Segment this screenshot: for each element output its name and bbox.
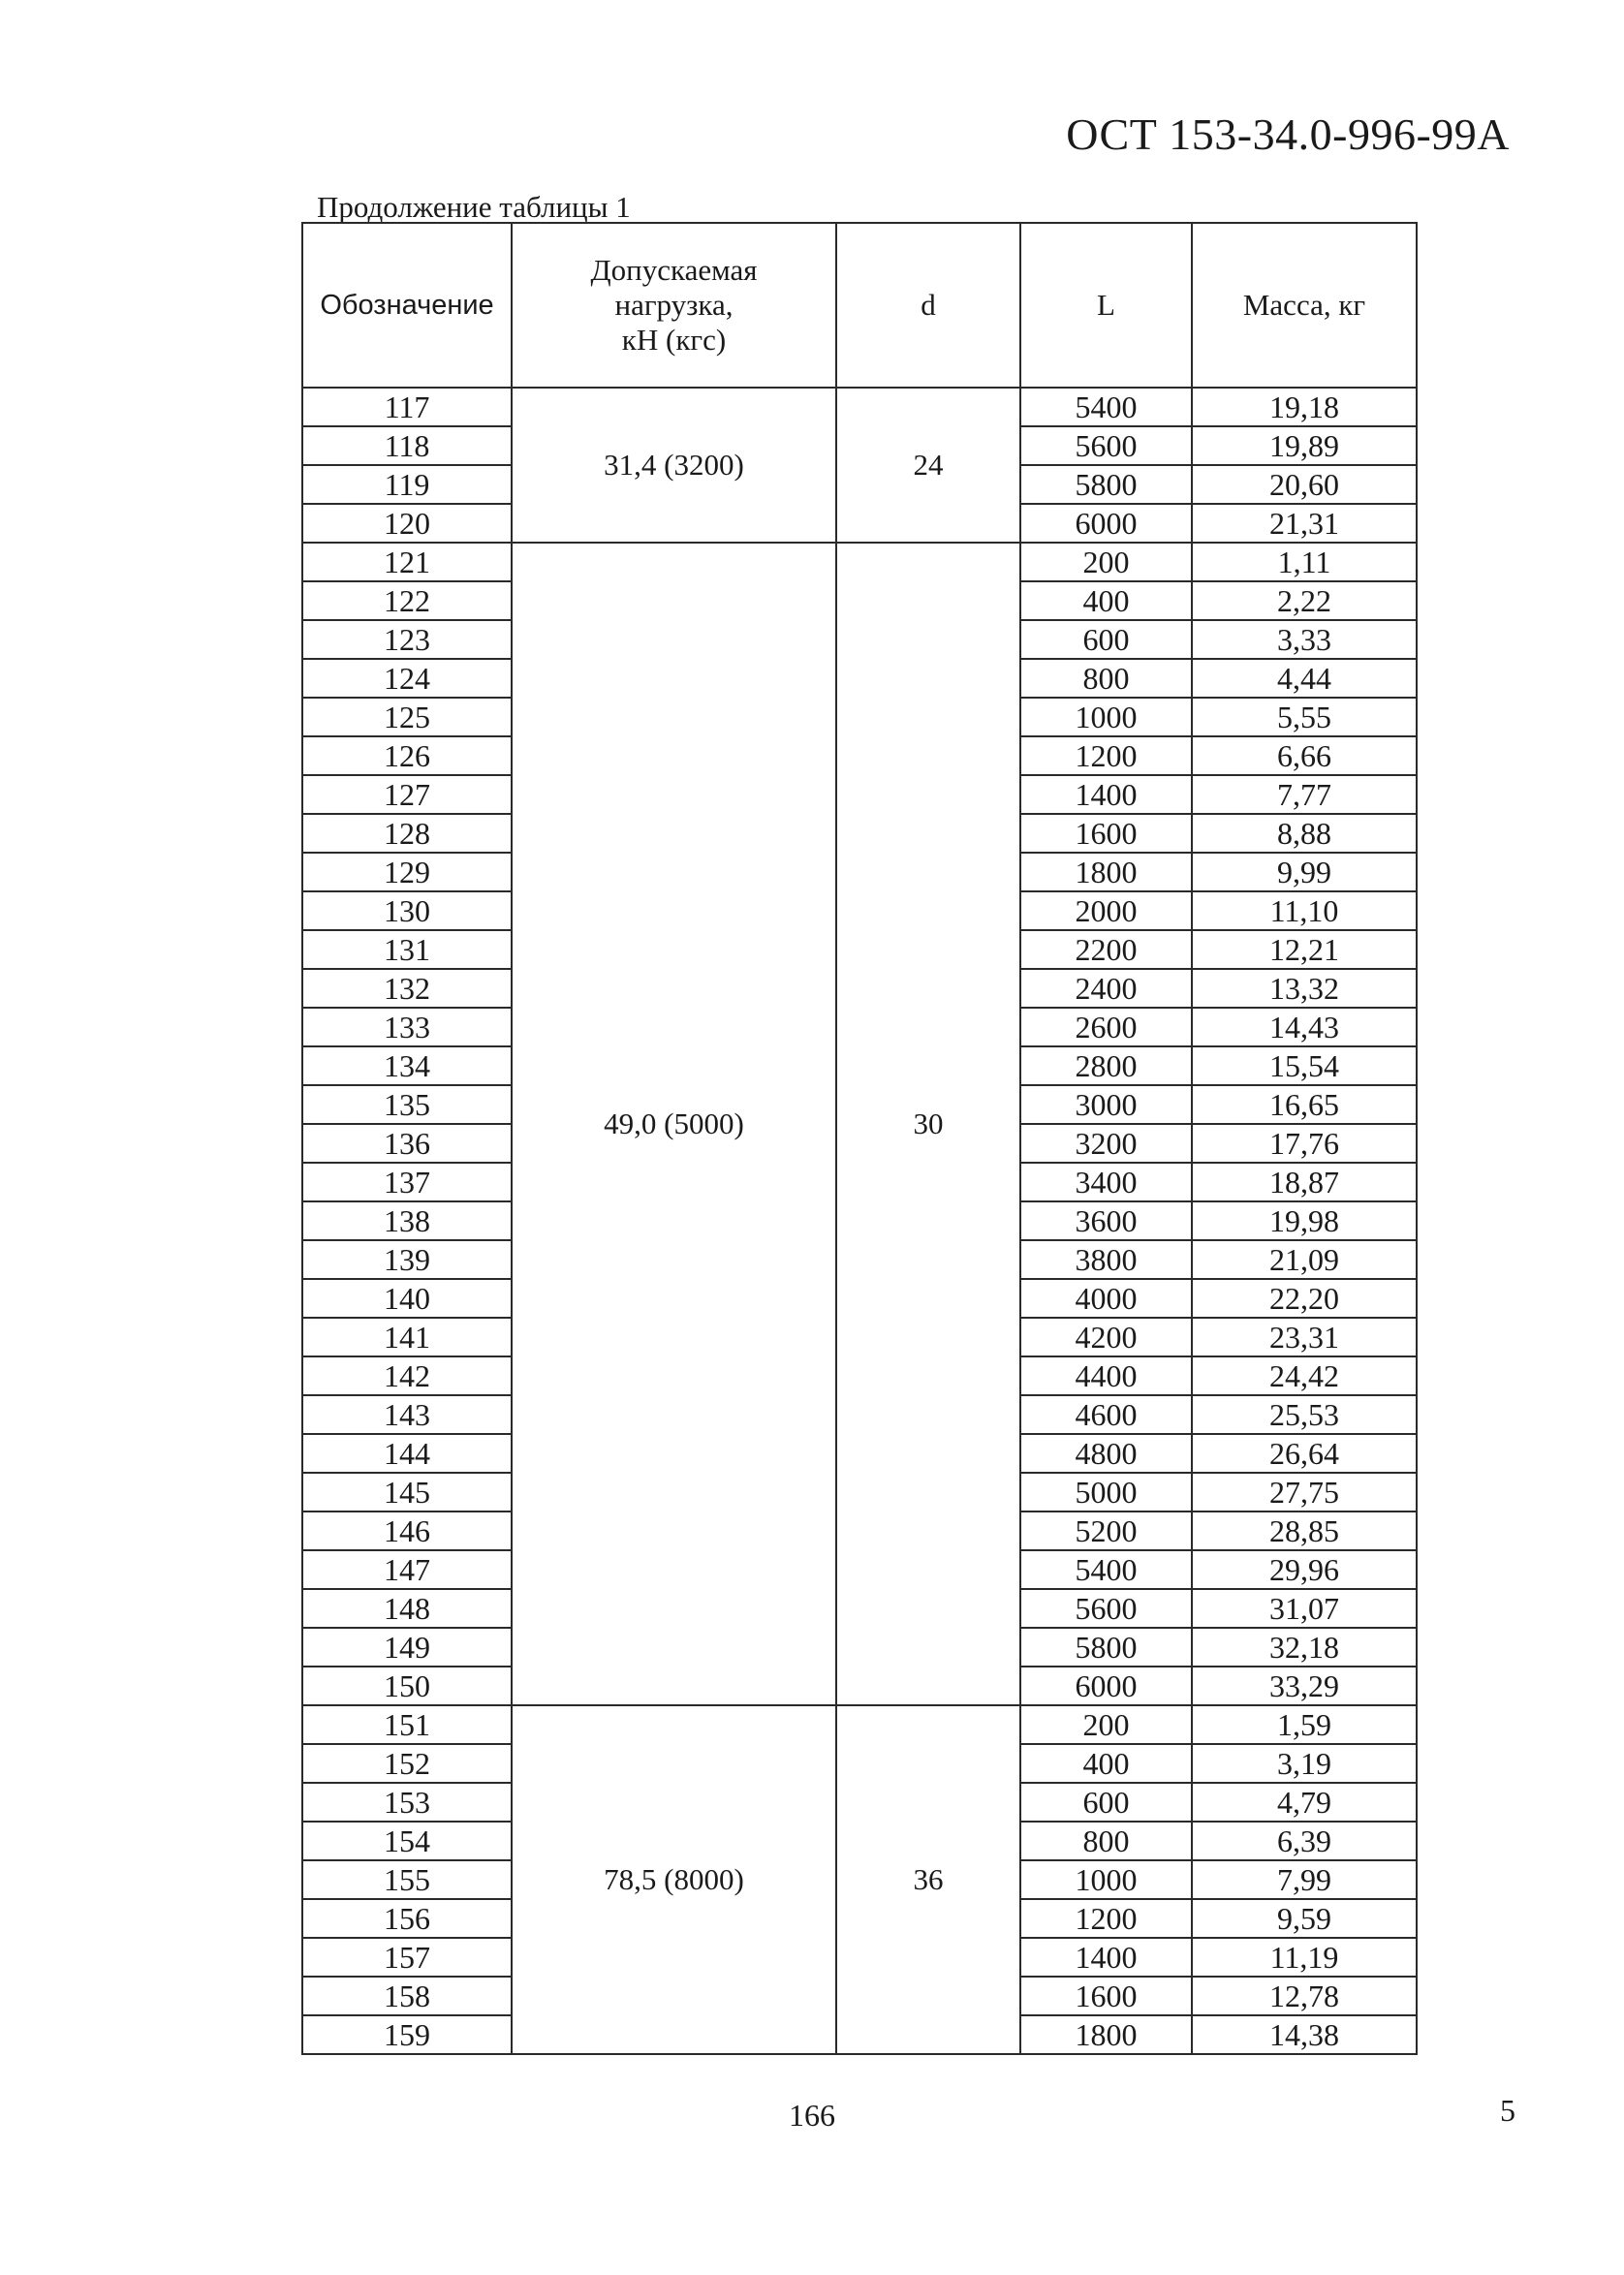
header-allowed-load	[512, 223, 836, 388]
length-cell: 3200	[1020, 1124, 1192, 1163]
mass-cell: 27,75	[1192, 1473, 1417, 1511]
mass-cell: 9,59	[1192, 1899, 1417, 1938]
mass-cell: 2,22	[1192, 581, 1417, 620]
mass-cell: 17,76	[1192, 1124, 1417, 1163]
header-load-line-3: кН (кгс)	[621, 323, 727, 357]
header-load-line-1: Допускаемая	[590, 253, 758, 287]
table-caption: Продолжение таблицы 1	[317, 190, 631, 224]
mass-cell: 22,20	[1192, 1279, 1417, 1318]
designation-cell: 117	[302, 388, 512, 426]
spec-table	[301, 222, 1418, 2055]
designation-cell: 152	[302, 1744, 512, 1783]
mass-cell: 5,55	[1192, 698, 1417, 736]
designation-cell: 127	[302, 775, 512, 814]
d-cell: 24	[836, 388, 1020, 543]
table-row	[302, 388, 1417, 426]
designation-cell: 142	[302, 1356, 512, 1395]
length-cell: 2400	[1020, 969, 1192, 1008]
mass-cell: 12,21	[1192, 930, 1417, 969]
designation-cell: 159	[302, 2015, 512, 2054]
length-cell: 3600	[1020, 1201, 1192, 1240]
table-body	[302, 388, 1417, 2054]
header-d: d	[836, 223, 1020, 388]
mass-cell: 11,19	[1192, 1938, 1417, 1977]
mass-cell: 6,39	[1192, 1822, 1417, 1860]
length-cell: 2000	[1020, 891, 1192, 930]
designation-cell: 133	[302, 1008, 512, 1046]
designation-cell: 148	[302, 1589, 512, 1628]
designation-cell: 125	[302, 698, 512, 736]
mass-cell: 31,07	[1192, 1589, 1417, 1628]
length-cell: 800	[1020, 659, 1192, 698]
length-cell: 4600	[1020, 1395, 1192, 1434]
document-code: ОСТ 153-34.0-996-99А	[1066, 109, 1510, 159]
designation-cell: 135	[302, 1085, 512, 1124]
length-cell: 400	[1020, 581, 1192, 620]
d-cell: 36	[836, 1705, 1020, 2054]
mass-cell: 6,66	[1192, 736, 1417, 775]
mass-cell: 26,64	[1192, 1434, 1417, 1473]
length-cell: 200	[1020, 1705, 1192, 1744]
mass-cell: 4,79	[1192, 1783, 1417, 1822]
length-cell: 2200	[1020, 930, 1192, 969]
mass-cell: 33,29	[1192, 1667, 1417, 1705]
mass-cell: 28,85	[1192, 1511, 1417, 1550]
length-cell: 4200	[1020, 1318, 1192, 1356]
designation-cell: 130	[302, 891, 512, 930]
allowed-load-cell: 31,4 (3200)	[512, 388, 836, 543]
designation-cell: 141	[302, 1318, 512, 1356]
length-cell: 5400	[1020, 388, 1192, 426]
designation-cell: 143	[302, 1395, 512, 1434]
header-load-line-2: нагрузка,	[614, 288, 734, 322]
length-cell: 5600	[1020, 426, 1192, 465]
length-cell: 600	[1020, 1783, 1192, 1822]
length-cell: 6000	[1020, 504, 1192, 543]
designation-cell: 121	[302, 543, 512, 581]
designation-cell: 126	[302, 736, 512, 775]
designation-cell: 153	[302, 1783, 512, 1822]
designation-cell: 129	[302, 853, 512, 891]
mass-cell: 11,10	[1192, 891, 1417, 930]
designation-cell: 123	[302, 620, 512, 659]
mass-cell: 9,99	[1192, 853, 1417, 891]
designation-cell: 120	[302, 504, 512, 543]
length-cell: 2600	[1020, 1008, 1192, 1046]
length-cell: 1800	[1020, 2015, 1192, 2054]
table-row	[302, 1705, 1417, 1744]
length-cell: 5800	[1020, 1628, 1192, 1667]
mass-cell: 32,18	[1192, 1628, 1417, 1667]
mass-cell: 1,59	[1192, 1705, 1417, 1744]
designation-cell: 118	[302, 426, 512, 465]
length-cell: 4800	[1020, 1434, 1192, 1473]
mass-cell: 12,78	[1192, 1977, 1417, 2015]
mass-cell: 4,44	[1192, 659, 1417, 698]
header-L: L	[1020, 223, 1192, 388]
length-cell: 5800	[1020, 465, 1192, 504]
mass-cell: 3,19	[1192, 1744, 1417, 1783]
length-cell: 1200	[1020, 736, 1192, 775]
designation-cell: 131	[302, 930, 512, 969]
length-cell: 1400	[1020, 775, 1192, 814]
length-cell: 800	[1020, 1822, 1192, 1860]
length-cell: 1000	[1020, 1860, 1192, 1899]
page-number: 166	[789, 2098, 835, 2133]
length-cell: 3400	[1020, 1163, 1192, 1201]
table-row	[302, 543, 1417, 581]
designation-cell: 136	[302, 1124, 512, 1163]
length-cell: 1200	[1020, 1899, 1192, 1938]
length-cell: 600	[1020, 620, 1192, 659]
designation-cell: 158	[302, 1977, 512, 2015]
length-cell: 1400	[1020, 1938, 1192, 1977]
spec-table-wrapper	[301, 222, 1416, 2055]
length-cell: 400	[1020, 1744, 1192, 1783]
sheet-number: 5	[1500, 2093, 1515, 2128]
designation-cell: 151	[302, 1705, 512, 1744]
designation-cell: 157	[302, 1938, 512, 1977]
length-cell: 5600	[1020, 1589, 1192, 1628]
length-cell: 5400	[1020, 1550, 1192, 1589]
designation-cell: 146	[302, 1511, 512, 1550]
length-cell: 1800	[1020, 853, 1192, 891]
mass-cell: 19,98	[1192, 1201, 1417, 1240]
designation-cell: 147	[302, 1550, 512, 1589]
mass-cell: 19,89	[1192, 426, 1417, 465]
header-mass: Масса, кг	[1192, 223, 1417, 388]
length-cell: 4400	[1020, 1356, 1192, 1395]
designation-cell: 155	[302, 1860, 512, 1899]
designation-cell: 119	[302, 465, 512, 504]
designation-cell: 150	[302, 1667, 512, 1705]
mass-cell: 14,43	[1192, 1008, 1417, 1046]
length-cell: 5200	[1020, 1511, 1192, 1550]
designation-cell: 149	[302, 1628, 512, 1667]
mass-cell: 3,33	[1192, 620, 1417, 659]
header-designation: Обозначение	[302, 223, 512, 388]
mass-cell: 21,09	[1192, 1240, 1417, 1279]
length-cell: 1000	[1020, 698, 1192, 736]
mass-cell: 13,32	[1192, 969, 1417, 1008]
designation-cell: 137	[302, 1163, 512, 1201]
allowed-load-cell: 78,5 (8000)	[512, 1705, 836, 2054]
designation-cell: 145	[302, 1473, 512, 1511]
mass-cell: 7,99	[1192, 1860, 1417, 1899]
mass-cell: 25,53	[1192, 1395, 1417, 1434]
mass-cell: 16,65	[1192, 1085, 1417, 1124]
mass-cell: 7,77	[1192, 775, 1417, 814]
length-cell: 2800	[1020, 1046, 1192, 1085]
designation-cell: 132	[302, 969, 512, 1008]
length-cell: 3000	[1020, 1085, 1192, 1124]
mass-cell: 14,38	[1192, 2015, 1417, 2054]
designation-cell: 134	[302, 1046, 512, 1085]
mass-cell: 19,18	[1192, 388, 1417, 426]
length-cell: 5000	[1020, 1473, 1192, 1511]
mass-cell: 8,88	[1192, 814, 1417, 853]
designation-cell: 124	[302, 659, 512, 698]
mass-cell: 18,87	[1192, 1163, 1417, 1201]
mass-cell: 15,54	[1192, 1046, 1417, 1085]
designation-cell: 122	[302, 581, 512, 620]
length-cell: 6000	[1020, 1667, 1192, 1705]
mass-cell: 21,31	[1192, 504, 1417, 543]
mass-cell: 23,31	[1192, 1318, 1417, 1356]
length-cell: 4000	[1020, 1279, 1192, 1318]
designation-cell: 128	[302, 814, 512, 853]
designation-cell: 140	[302, 1279, 512, 1318]
mass-cell: 29,96	[1192, 1550, 1417, 1589]
designation-cell: 156	[302, 1899, 512, 1938]
table-header-row	[302, 223, 1417, 388]
mass-cell: 1,11	[1192, 543, 1417, 581]
length-cell: 1600	[1020, 1977, 1192, 2015]
mass-cell: 20,60	[1192, 465, 1417, 504]
designation-cell: 154	[302, 1822, 512, 1860]
allowed-load-cell: 49,0 (5000)	[512, 543, 836, 1705]
designation-cell: 138	[302, 1201, 512, 1240]
designation-cell: 139	[302, 1240, 512, 1279]
d-cell: 30	[836, 543, 1020, 1705]
length-cell: 1600	[1020, 814, 1192, 853]
mass-cell: 24,42	[1192, 1356, 1417, 1395]
designation-cell: 144	[302, 1434, 512, 1473]
length-cell: 200	[1020, 543, 1192, 581]
length-cell: 3800	[1020, 1240, 1192, 1279]
